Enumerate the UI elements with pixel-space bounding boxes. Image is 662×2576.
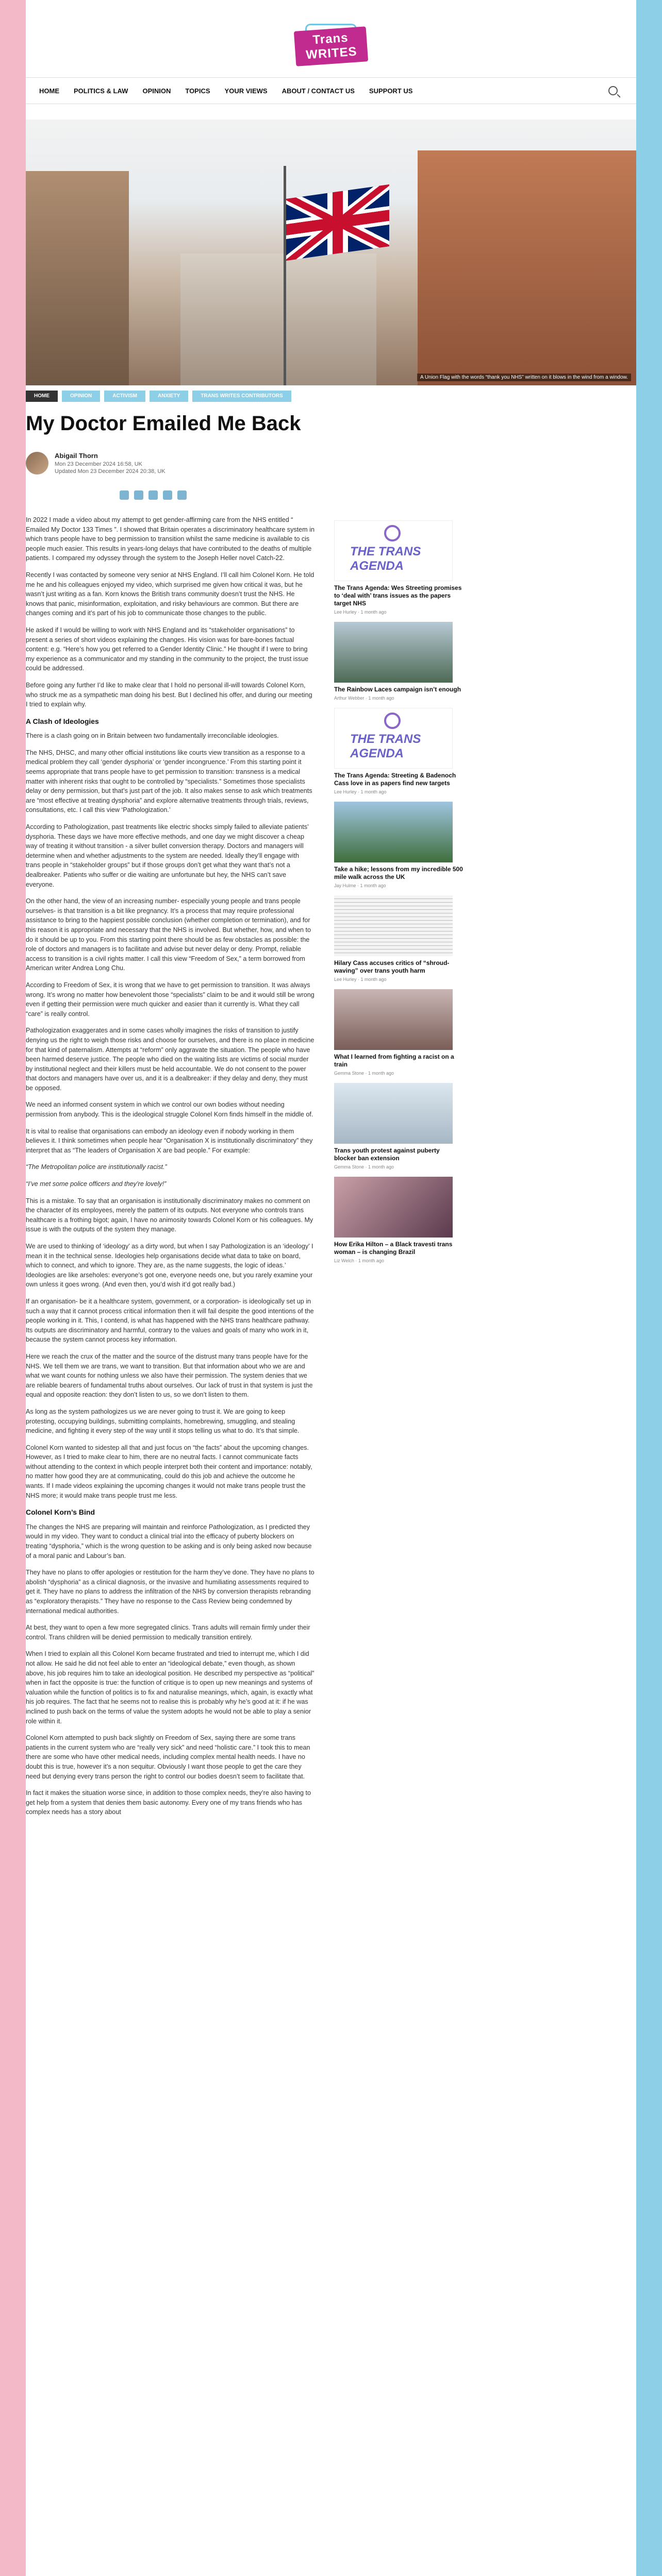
tag-activism[interactable]: ACTIVISM <box>104 391 145 402</box>
tag-home[interactable]: HOME <box>26 391 58 402</box>
paragraph: There is a clash going on in Britain between two fundamentally irreconcilable ideologies. <box>26 732 279 740</box>
paragraph: Pathologization exaggerates and in some cases wholly imagines the risks of transition to justify denying us the right to weigh those risks and choose for ourselves, and there is no place in medicine for that kind of paternalism. Attempts at “reform” only aggravate the situation. The people who have been harmed deserve justice. The people who died on the waiting lists are victims of social murder by institutional neglect and their killers must be held accountable. We do not consent to the power that doctors and managers have over us, and it is a dealbreaker: if they delay and deny, they must be opposed. <box>26 1027 315 1092</box>
main-nav <box>26 77 636 104</box>
paragraph: Colonel Korn wanted to sidestep all that and just focus on “the facts” about the upcoming changes. However, as I tried to make clear to him, there are no neutral facts. I cannot communicate facts without attending to the context in which people interpret both their content and importance: notably, no matter how good they are at communicating, could do this job and achieve the outcome he wants. If I made videos explaining the upcoming changes it would not make trans people trust the NHS more; it would make trans people trust me less. <box>26 1444 312 1499</box>
author-block <box>26 452 335 481</box>
paragraph: In fact it makes the situation worse since, in addition to those complex needs, they’re also having to get help from a system that denies them basic autonomy. Every one of my trans friends who has complex needs has a story about <box>26 1789 311 1816</box>
author-name[interactable]: Abigail Thorn <box>55 452 98 460</box>
paragraph: According to Pathologization, past treatments like electric shocks simply failed to alleviate patients’ dysphoria. These days we have more effective methods, and one day we might discover a cheap way of treating it without transition - a silver bullet conversion therapy. Doctors and managers will determine when and whether adjustments to the system are needed. Ideally they’ll engage with trans people in “stakeholder groups” but if those groups don’t get what they want that’s not a dealbreaker. Patients who suffer or die waiting are unfortunate but hey, the NHS can’t save everyone. <box>26 823 309 888</box>
trans-symbol-icon <box>384 525 401 541</box>
category-tags <box>26 391 636 402</box>
sidebar-card[interactable]: Take a hike; lessons from my incredible 500 mile walk across the UK Jay Hulme · 1 month ago <box>334 802 463 888</box>
sidebar-card[interactable]: THE TRANS AGENDA The Trans Agenda: Wes Streeting promises to ‘deal with’ trans issues as the papers target NHS Lee Hurley · 1 month ago <box>334 520 463 615</box>
site-logo[interactable] <box>295 22 367 67</box>
article-title: My Doctor Emailed Me Back <box>26 412 301 435</box>
paragraph: Here we reach the crux of the matter and the source of the distrust many trans people have for the NHS. We tell them we are trans, we want to transition. But that information about who we are and what we want counts for nothing unless we also have their permission. The system denies that we are reliable bearers of fundamental truths about ourselves. Our lack of trust in that system is just the equal and opposite reaction: they don’t listen to us, so we don’t listen to them. <box>26 1352 313 1399</box>
trans-symbol-icon <box>384 713 401 729</box>
paragraph: This is a mistake. To say that an organisation is institutionally discriminatory makes no comment on the character of its employees, merely the pattern of its outputs. Not everyone who controls trans healthcare is a frothing bigot; again, I have no animosity towards Colonel Korn or his colleagues. My issue is with the outputs of the system they manage. <box>26 1197 313 1233</box>
sidebar-headline[interactable]: The Rainbow Laces campaign isn’t enough <box>334 686 461 693</box>
sidebar-headline[interactable]: The Trans Agenda: Wes Streeting promises to ‘deal with’ trans issues as the papers target NHS <box>334 584 462 607</box>
sidebar-thumbnail <box>334 802 453 862</box>
pinterest-icon[interactable] <box>177 490 187 500</box>
nav-topics[interactable]: TOPICS <box>185 87 210 95</box>
paragraph: We are used to thinking of ‘ideology’ as a dirty word, but when I say Pathologization is an ‘ideology’ I mean it in the technical sense. Ideologies help organisations decide what data to take on board, which to connect, and which to ignore. They are, as the name suggests, the logic of ideas.’ Ideologies are like arseholes: everyone’s got one, everyone needs one, but you rarely examine your own unless it goes wrong. (And even then, you’d wish it’d got really bad.) <box>26 1243 313 1289</box>
paragraph: Colonel Korn attempted to push back slightly on Freedom of Sex, saying there are some trans patients in the current system who are “really very sick” and need “holistic care.” I took this to mean there are some who have other medical needs, including complex mental health needs. I have no doubt this is true, however it’s a non sequitur. Obviously I want those people to get the care they need but denying every trans person the right to control our bodies doesn’t seem to facilitate that. <box>26 1734 310 1780</box>
paragraph: We need an informed consent system in which we control our own bodies without needing permission from anybody. This is the ideological struggle Colonel Korn finds himself in the middle of. <box>26 1101 313 1118</box>
publish-date: Mon 23 December 2024 16:58, UK <box>55 461 142 467</box>
sidebar-headline[interactable]: The Trans Agenda: Streeting & Badenoch Cass love in as papers find new targets <box>334 772 456 787</box>
sidebar-card[interactable]: Trans youth protest against puberty blocker ban extension Gemma Stone · 1 month ago <box>334 1083 463 1170</box>
paragraph: The changes the NHS are preparing will maintain and reinforce Pathologization, as I predicted they would in my video. They want to conduct a clinical trial into the efficacy of puberty blockers on treating “dysphoria,” which is the wrong question to be asking and is only being asked now because of a moral panic and Labour’s ban. <box>26 1523 312 1560</box>
tag-opinion[interactable]: OPINION <box>62 391 100 402</box>
sidebar-thumbnail <box>334 622 453 683</box>
paragraph: If an organisation- be it a healthcare system, government, or a corporation- is ideologically set up in such a way that it cannot process critical information then it will fail despite the good intentions of the people working in it. This, I contend, is what has happened with the NHS trans healthcare pathway. Its outputs are discriminatory and harmful, contrary to the values and goals of many who work in it, because the system cannot process key information. <box>26 1297 314 1344</box>
paragraph: Recently I was contacted by someone very senior at NHS England. I’ll call him Colonel Korn. He told me he and his colleagues enjoyed my video, which surprised me given how critical it was, but he wasn’t just writing as a fan. Korn knows the British trans community doesn’t trust the NHS. He knows that panic, misinformation, exploitation, and risky behaviours are common. But there are changes coming and it’s part of his job to communicate those changes to the public. <box>26 571 315 617</box>
tag-contributors[interactable]: TRANS WRITES CONTRIBUTORS <box>192 391 291 402</box>
paragraph: When I tried to explain all this Colonel Korn became frustrated and tried to interrupt me, which I did not allow. He said he did not feel able to enter an “ideological debate,” even though, as shown above, his job requires him to take an ideological position. He described my perspective as “political” when in fact the opposite is true: the function of critique is to open up new meanings and systems of valuation while the function of politics is to fix and naturalise meanings, which, again, is exactly what his job requires. The fact that he seems not to realise this is probably why he’s good at it: if he was inclined to push back on the terms of value the system adopts he would not be able to play a senior role within it. <box>26 1650 315 1725</box>
sidebar-card[interactable]: The Rainbow Laces campaign isn’t enough Arthur Webber · 1 month ago <box>334 622 463 701</box>
tag-anxiety[interactable]: ANXIETY <box>150 391 188 402</box>
whatsapp-icon[interactable] <box>148 490 158 500</box>
paragraph: He asked if I would be willing to work with NHS England and its “stakeholder organisations” to present a series of short videos explaining the changes. His vision was for bare-bones factual content: e.g. “Here’s how you get referred to a Gender Identity Clinic.” He thought if I were to bring my experience as a communicator and my standing in the community to the project, the trust issue could be addressed. <box>26 626 309 672</box>
paragraph: On the other hand, the view of an increasing number- especially young people and trans people ourselves- is that transition is a bit like pregnancy. It’s a process that may require professional assistance to bring to the happiest possible conclusion (whether completion or termination), and for this reason it is appropriate and necessary that the NHS is involved. But whether, how, and when to do it should be up to you. From this starting point there should be as few obstacles as possible: the role of doctors and managers is to facilitate and advise but never delay or deny. Prompt, reliable access to transition is a civil rights matter. I call this view “Freedom of Sex,” a term borrowed from American writer Andrea Long Chu. <box>26 897 311 972</box>
facebook-icon[interactable] <box>120 490 129 500</box>
union-flag-image <box>286 184 389 261</box>
sidebar-headline[interactable]: Hilary Cass accuses critics of “shroud-waving” over trans youth harm <box>334 959 450 974</box>
updated-date: Updated Mon 23 December 2024 20:38, UK <box>55 468 166 474</box>
author-avatar[interactable] <box>26 452 48 474</box>
sidebar-card[interactable]: THE TRANS AGENDA The Trans Agenda: Streeting & Badenoch Cass love in as papers find new targets Lee Hurley · 1 month ago <box>334 708 463 794</box>
section-heading: A Clash of Ideologies <box>26 717 99 725</box>
sidebar-card[interactable]: How Erika Hilton – a Black travesti trans woman – is changing Brazil Liz Welch · 1 month ago <box>334 1177 463 1263</box>
nav-politics-law[interactable]: POLITICS & LAW <box>74 87 128 95</box>
search-icon[interactable] <box>608 86 618 95</box>
sidebar-thumbnail <box>334 1177 453 1238</box>
nav-your-views[interactable]: YOUR VIEWS <box>224 87 268 95</box>
paragraph: As long as the system pathologizes us we are never going to trust it. We are going to keep protesting, occupying buildings, submitting complaints, homebrewing, smuggling, and stealing medicine, and fighting it every step of the way until it stops telling us what to do. It’s that simple. <box>26 1408 300 1435</box>
sidebar-thumbnail <box>334 989 453 1050</box>
sidebar-headline[interactable]: What I learned from fighting a racist on a train <box>334 1053 454 1068</box>
section-heading: Colonel Korn’s Bind <box>26 1508 95 1517</box>
quote: “The Metropolitan police are institutionally racist.” <box>26 1163 167 1171</box>
paragraph: It is vital to realise that organisations can embody an ideology even if nobody working in them believes it. I think sometimes when people hear “Organisation X is institutionally discriminatory” they interpret that as “The leaders of Organisation X are bad people.” For example: <box>26 1127 313 1154</box>
x-twitter-icon[interactable] <box>134 490 143 500</box>
email-icon[interactable] <box>163 490 172 500</box>
sidebar-thumbnail <box>334 1083 453 1144</box>
paragraph: In 2022 I made a video about my attempt to get gender-affirming care from the NHS entitled “ Emailed My Doctor 133 Times ”. I showed that Britain operates a discriminatory healthcare system in which trans people have to beg permission to transition whilst the same medicine is available to cis people much easier. This results in years-long delays that have contributed to the deaths of multiple patients. I compared my odyssey through the system to the Joseph Heller novel Catch-22. <box>26 516 315 562</box>
nav-opinion[interactable]: OPINION <box>142 87 171 95</box>
nav-home[interactable]: HOME <box>39 87 59 95</box>
sidebar-headline[interactable]: Trans youth protest against puberty blocker ban extension <box>334 1147 440 1162</box>
sidebar-headline[interactable]: How Erika Hilton – a Black travesti trans woman – is changing Brazil <box>334 1241 453 1256</box>
logo-text: Trans WRITES <box>294 26 368 66</box>
hero-caption: A Union Flag with the words “thank you NHS” written on it blows in the wind from a window. <box>417 374 631 381</box>
article-body <box>26 515 315 1824</box>
trans-agenda-image: THE TRANS AGENDA <box>334 520 453 581</box>
paragraph: Before going any further I’d like to make clear that I hold no personal ill-will towards Colonel Korn, who struck me as a sympathetic man doing his best. But I declined his offer, and during our meeting I tried to explain why. <box>26 681 312 708</box>
nav-support[interactable]: SUPPORT US <box>369 87 413 95</box>
hero-image <box>26 120 636 385</box>
sidebar <box>334 520 463 1270</box>
nav-about[interactable]: ABOUT / CONTACT US <box>282 87 355 95</box>
paragraph: They have no plans to offer apologies or restitution for the harm they’ve done. They have no plans to abolish “dysphoria” as a clinical diagnosis, or the invasive and humiliating assessments required to get it. They have no plans to address the infiltration of the NHS by conversion therapists rebranding as “exploratory therapists.” They have no response to the Cass Review being condemned by international medical authorities. <box>26 1569 315 1615</box>
sidebar-card[interactable]: Hilary Cass accuses critics of “shroud-waving” over trans youth harm Lee Hurley · 1 month ago <box>334 895 463 982</box>
sidebar-thumbnail <box>334 895 453 956</box>
paragraph: According to Freedom of Sex, it is wrong that we have to get permission to transition. It was always wrong. It’s wrong no matter how benevolent those “specialists” claim to be and it would still be wrong even if getting their permission were much quicker and easier than it currently is. What they call “care” is really control. <box>26 981 315 1018</box>
share-bar <box>120 490 187 500</box>
sidebar-headline[interactable]: Take a hike; lessons from my incredible 500 mile walk across the UK <box>334 866 463 880</box>
paragraph: The NHS, DHSC, and many other official institutions like courts view transition as a response to a medical problem they call ‘gender dysphoria’ or ‘gender incongruence.’ From this starting point it seems appropriate that trans people have to get permission to transition: transness is a medical matter with inherent risks that ought to be controlled by “specialists.” Sometimes those specialists delay or deny permission, but that’s just part of the job. It also makes sense to ask which treatments are “most effective at treating dysphoria” and explore alternative treatments through trials, reviews, consultations, etc. I call this view ‘Pathologization.’ <box>26 749 312 814</box>
sidebar-card[interactable]: What I learned from fighting a racist on a train Gemma Stone · 1 month ago <box>334 989 463 1076</box>
trans-agenda-image: THE TRANS AGENDA <box>334 708 453 769</box>
paragraph: At best, they want to open a few more segregated clinics. Trans adults will remain firmly under their control. Trans children will be denied permission to medically transition entirely. <box>26 1624 310 1641</box>
quote: “I’ve met some police officers and they’re lovely!” <box>26 1180 167 1188</box>
